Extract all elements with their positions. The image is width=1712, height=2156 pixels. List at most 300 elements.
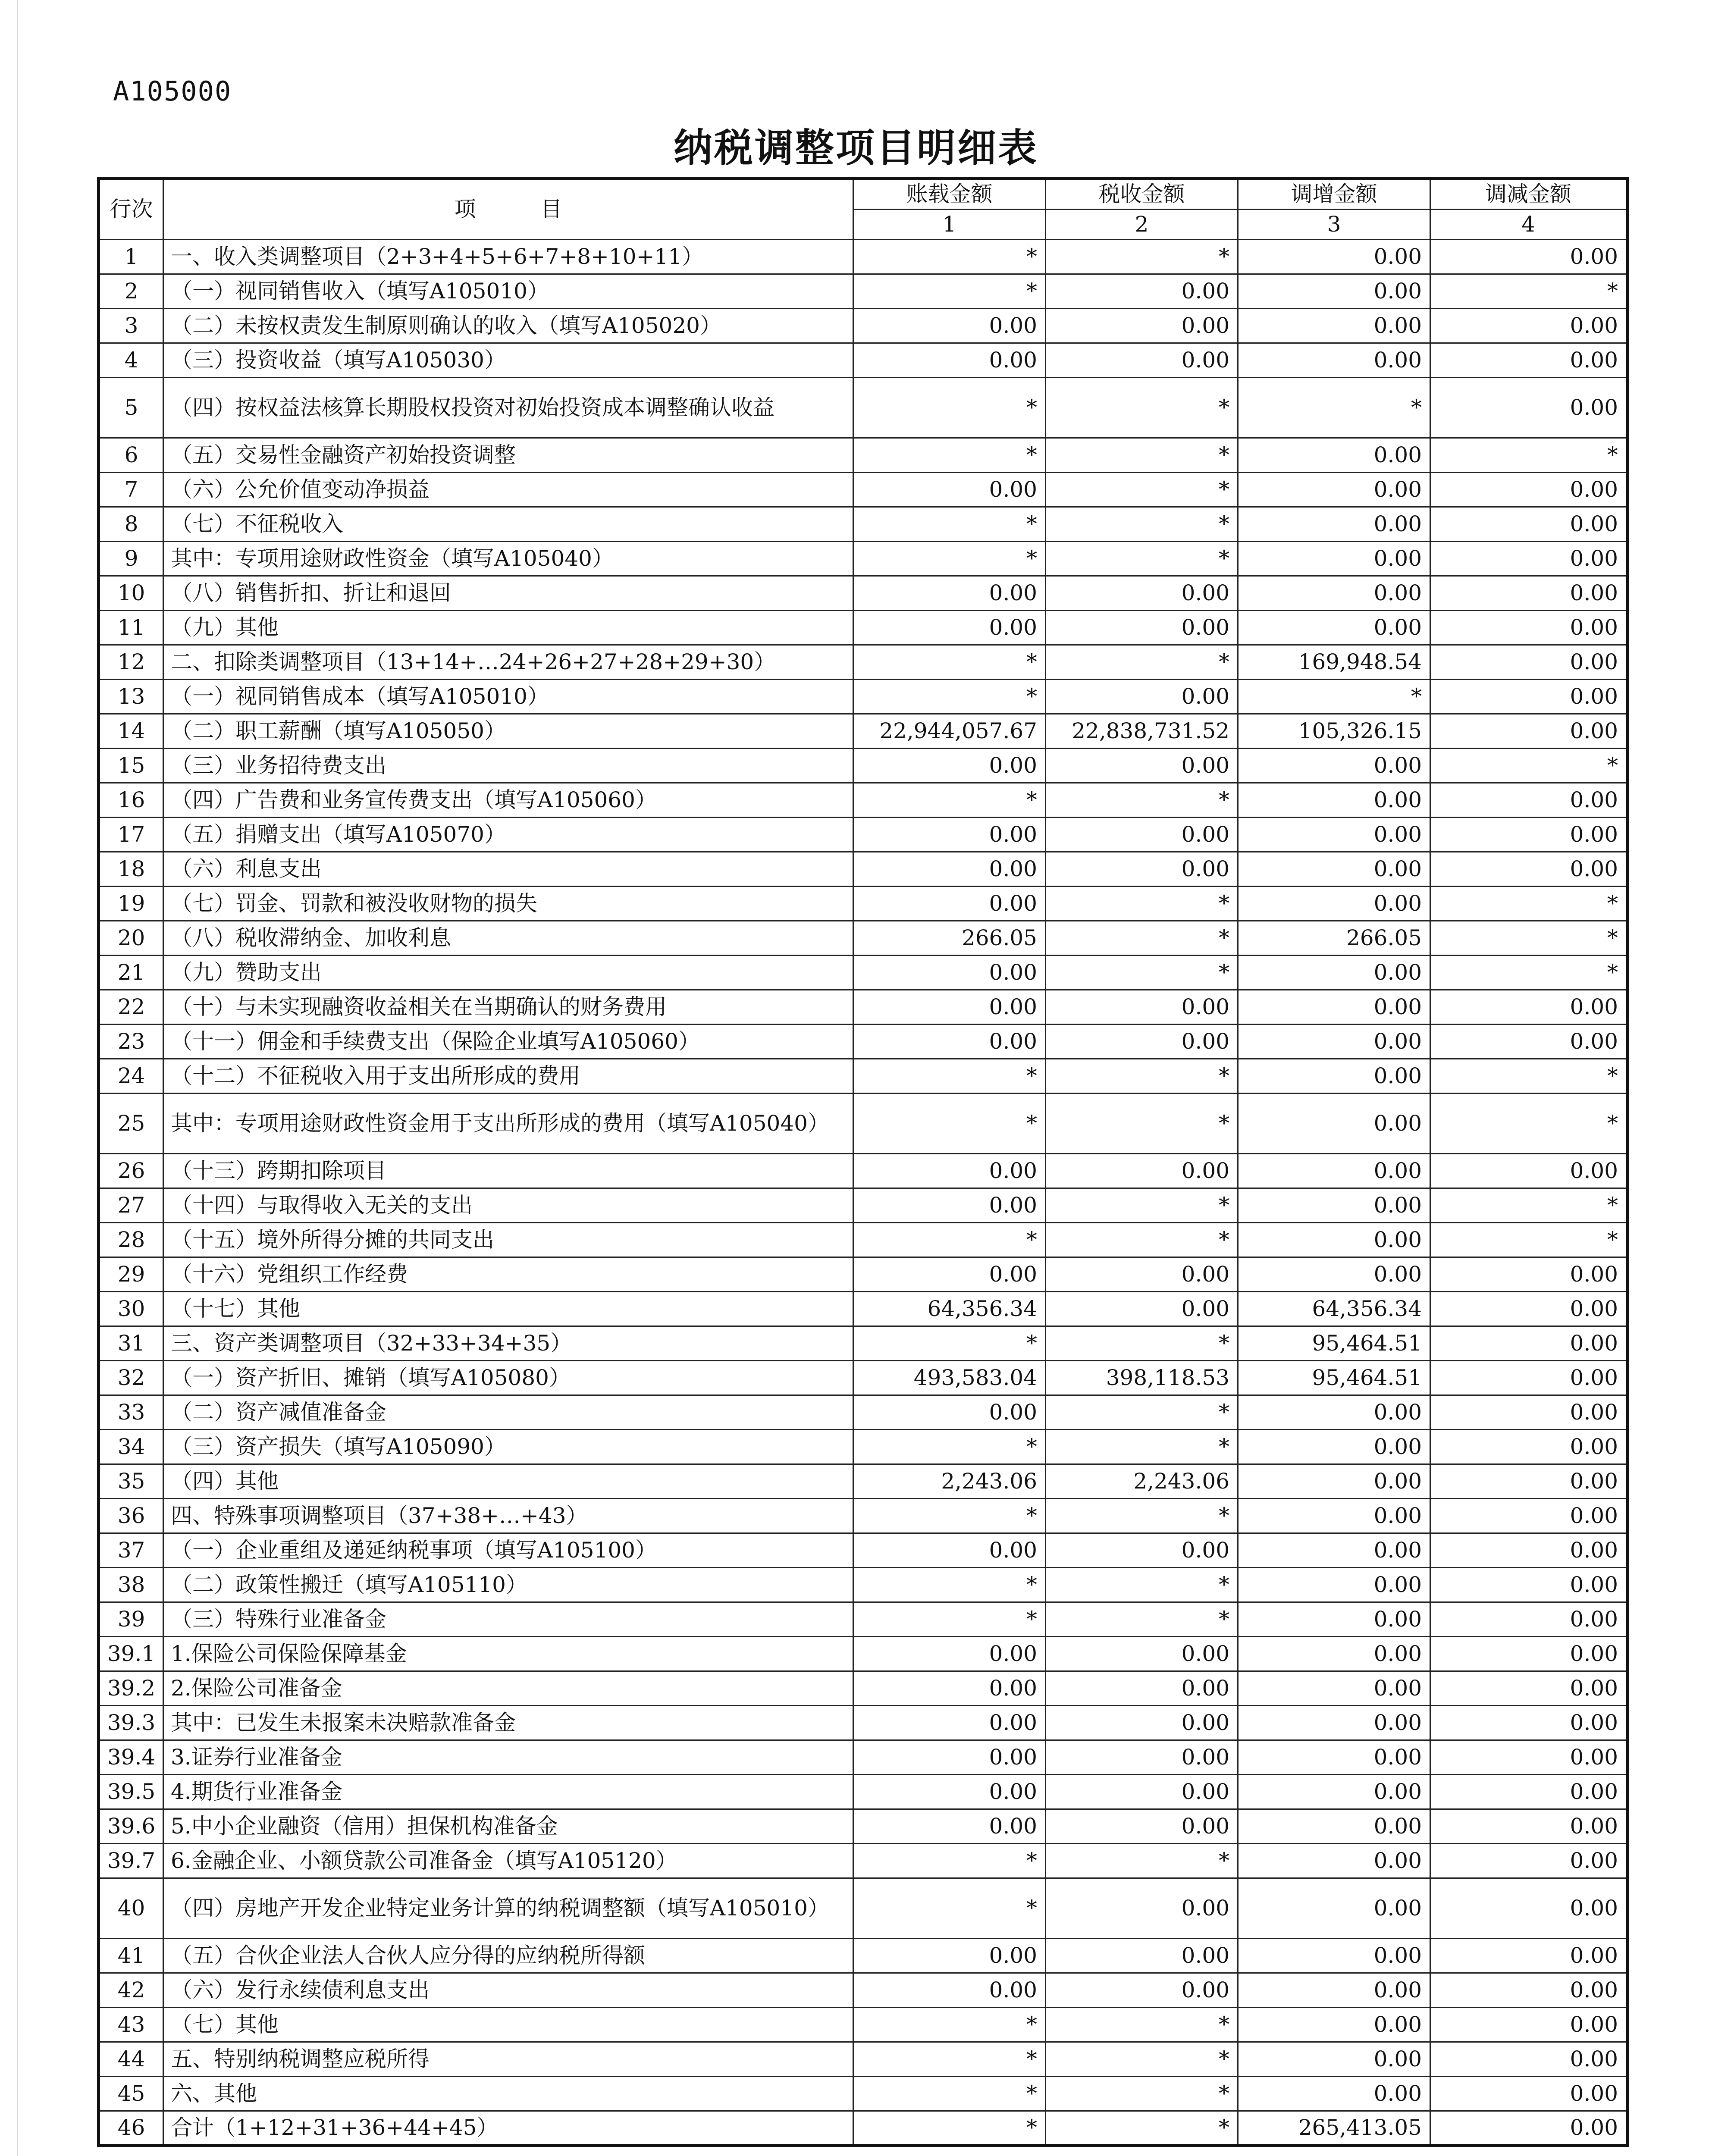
table-row — [99, 2077, 1627, 2111]
book-amount-cell: 0.00 — [853, 473, 1046, 507]
table-row — [99, 343, 1627, 378]
table-row — [99, 956, 1627, 990]
row-item-label: （三）特殊行业准备金 — [163, 1602, 853, 1637]
row-item-label: 6.金融企业、小额贷款公司准备金（填写A105120） — [163, 1844, 853, 1878]
book-amount-cell: 0.00 — [853, 990, 1046, 1025]
row-item-label: （四）房地产开发企业特定业务计算的纳税调整额（填写A105010） — [163, 1878, 853, 1939]
row-number: 39.6 — [99, 1809, 163, 1844]
row-item-label: （六）发行永续债利息支出 — [163, 1973, 853, 2008]
table-row — [99, 1878, 1627, 1939]
book-amount-cell: 493,583.04 — [853, 1361, 1046, 1395]
table-row — [99, 714, 1627, 749]
decrease-amount-cell: 0.00 — [1430, 309, 1627, 343]
tax-amount-cell: 22,838,731.52 — [1046, 714, 1238, 749]
book-amount-cell: 0.00 — [853, 309, 1046, 343]
tax-amount-cell: 0.00 — [1046, 1878, 1238, 1939]
increase-amount-cell: 0.00 — [1238, 1637, 1430, 1671]
table-row — [99, 1602, 1627, 1637]
row-item-label: （六）利息支出 — [163, 852, 853, 887]
decrease-amount-cell: 0.00 — [1430, 680, 1627, 714]
increase-amount-cell: 0.00 — [1238, 1499, 1430, 1533]
book-amount-cell: * — [853, 542, 1046, 576]
table-row — [99, 1568, 1627, 1602]
tax-amount-cell: * — [1046, 2008, 1238, 2042]
increase-amount-cell: 0.00 — [1238, 1602, 1430, 1637]
book-amount-cell: 0.00 — [853, 818, 1046, 852]
increase-amount-cell: 0.00 — [1238, 1154, 1430, 1188]
increase-amount-cell: 0.00 — [1238, 2077, 1430, 2111]
tax-amount-cell: * — [1046, 240, 1238, 274]
row-number: 12 — [99, 645, 163, 680]
tax-amount-cell: 0.00 — [1046, 274, 1238, 309]
row-number: 33 — [99, 1395, 163, 1430]
row-item-label: （一）企业重组及递延纳税事项（填写A105100） — [163, 1533, 853, 1568]
increase-amount-cell: 266.05 — [1238, 921, 1430, 956]
increase-amount-cell: * — [1238, 680, 1430, 714]
decrease-amount-cell: 0.00 — [1430, 507, 1627, 542]
decrease-amount-cell: 0.00 — [1430, 818, 1627, 852]
table-row — [99, 473, 1627, 507]
table-row — [99, 887, 1627, 921]
row-number: 5 — [99, 378, 163, 438]
table-row — [99, 1939, 1627, 1973]
tax-amount-cell: 0.00 — [1046, 1025, 1238, 1059]
row-number: 24 — [99, 1059, 163, 1094]
decrease-amount-cell: 0.00 — [1430, 1568, 1627, 1602]
row-number: 17 — [99, 818, 163, 852]
table-row — [99, 1326, 1627, 1361]
tax-amount-cell: * — [1046, 1430, 1238, 1464]
book-amount-cell: * — [853, 1568, 1046, 1602]
table-row — [99, 749, 1627, 783]
row-number: 39.3 — [99, 1706, 163, 1740]
increase-amount-cell: 0.00 — [1238, 1395, 1430, 1430]
table-row — [99, 1059, 1627, 1094]
decrease-amount-cell: 0.00 — [1430, 1464, 1627, 1499]
row-number: 44 — [99, 2042, 163, 2077]
increase-amount-cell: 0.00 — [1238, 956, 1430, 990]
row-number: 38 — [99, 1568, 163, 1602]
decrease-amount-cell: * — [1430, 1094, 1627, 1154]
decrease-amount-cell: 0.00 — [1430, 783, 1627, 818]
table-row — [99, 1533, 1627, 1568]
book-amount-cell: * — [853, 1223, 1046, 1257]
tax-amount-cell: * — [1046, 2042, 1238, 2077]
increase-amount-cell: 0.00 — [1238, 438, 1430, 473]
table-row — [99, 1223, 1627, 1257]
table-row — [99, 1430, 1627, 1464]
row-number: 6 — [99, 438, 163, 473]
header-item: 项 目 — [163, 179, 853, 240]
book-amount-cell: 2,243.06 — [853, 1464, 1046, 1499]
increase-amount-cell: 169,948.54 — [1238, 645, 1430, 680]
table-row — [99, 1292, 1627, 1326]
table-row — [99, 240, 1627, 274]
row-number: 19 — [99, 887, 163, 921]
row-number: 45 — [99, 2077, 163, 2111]
row-item-label: 其中：专项用途财政性资金用于支出所形成的费用（填写A105040） — [163, 1094, 853, 1154]
row-item-label: 2.保险公司准备金 — [163, 1671, 853, 1706]
tax-amount-cell: 0.00 — [1046, 576, 1238, 611]
row-number: 41 — [99, 1939, 163, 1973]
header-book-amount: 账载金额 — [853, 179, 1046, 210]
row-number: 1 — [99, 240, 163, 274]
increase-amount-cell: 64,356.34 — [1238, 1292, 1430, 1326]
table-row — [99, 852, 1627, 887]
row-item-label: 4.期货行业准备金 — [163, 1775, 853, 1809]
row-item-label: （八）销售折扣、折让和退回 — [163, 576, 853, 611]
row-number: 16 — [99, 783, 163, 818]
increase-amount-cell: 0.00 — [1238, 1430, 1430, 1464]
decrease-amount-cell: * — [1430, 1188, 1627, 1223]
row-item-label: （十五）境外所得分摊的共同支出 — [163, 1223, 853, 1257]
row-number: 39 — [99, 1602, 163, 1637]
tax-amount-cell: * — [1046, 1326, 1238, 1361]
decrease-amount-cell: 0.00 — [1430, 1326, 1627, 1361]
increase-amount-cell: 0.00 — [1238, 1671, 1430, 1706]
row-number: 9 — [99, 542, 163, 576]
row-item-label: （二）政策性搬迁（填写A105110） — [163, 1568, 853, 1602]
row-number: 39.5 — [99, 1775, 163, 1809]
row-number: 29 — [99, 1257, 163, 1292]
row-number: 20 — [99, 921, 163, 956]
table-row — [99, 1740, 1627, 1775]
book-amount-cell: 0.00 — [853, 1809, 1046, 1844]
row-item-label: （十四）与取得收入无关的支出 — [163, 1188, 853, 1223]
decrease-amount-cell: 0.00 — [1430, 1637, 1627, 1671]
row-number: 23 — [99, 1025, 163, 1059]
tax-amount-cell: 0.00 — [1046, 1154, 1238, 1188]
decrease-amount-cell: 0.00 — [1430, 378, 1627, 438]
increase-amount-cell: 0.00 — [1238, 1706, 1430, 1740]
increase-amount-cell: 0.00 — [1238, 1939, 1430, 1973]
row-number: 15 — [99, 749, 163, 783]
increase-amount-cell: 0.00 — [1238, 749, 1430, 783]
decrease-amount-cell: 0.00 — [1430, 1395, 1627, 1430]
header-increase-amount: 调增金额 — [1238, 179, 1430, 210]
increase-amount-cell: 0.00 — [1238, 1740, 1430, 1775]
book-amount-cell: 0.00 — [853, 1671, 1046, 1706]
row-item-label: （五）交易性金融资产初始投资调整 — [163, 438, 853, 473]
row-item-label: （五）捐赠支出（填写A105070） — [163, 818, 853, 852]
row-item-label: 合计（1+12+31+36+44+45） — [163, 2111, 853, 2146]
tax-amount-cell: 0.00 — [1046, 852, 1238, 887]
table-row — [99, 645, 1627, 680]
increase-amount-cell: 0.00 — [1238, 1809, 1430, 1844]
book-amount-cell: 0.00 — [853, 611, 1046, 645]
increase-amount-cell: 0.00 — [1238, 818, 1430, 852]
table-row — [99, 1395, 1627, 1430]
book-amount-cell: * — [853, 1878, 1046, 1939]
row-number: 14 — [99, 714, 163, 749]
tax-amount-cell: 0.00 — [1046, 990, 1238, 1025]
book-amount-cell: * — [853, 1430, 1046, 1464]
increase-amount-cell: 0.00 — [1238, 274, 1430, 309]
row-number: 40 — [99, 1878, 163, 1939]
tax-amount-cell: * — [1046, 1395, 1238, 1430]
book-amount-cell: * — [853, 645, 1046, 680]
decrease-amount-cell: 0.00 — [1430, 1671, 1627, 1706]
row-number: 3 — [99, 309, 163, 343]
increase-amount-cell: 0.00 — [1238, 309, 1430, 343]
row-item-label: （一）资产折旧、摊销（填写A105080） — [163, 1361, 853, 1395]
tax-amount-cell: 0.00 — [1046, 1939, 1238, 1973]
increase-amount-cell: 0.00 — [1238, 611, 1430, 645]
row-item-label: 5.中小企业融资（信用）担保机构准备金 — [163, 1809, 853, 1844]
row-item-label: （八）税收滞纳金、加收利息 — [163, 921, 853, 956]
tax-amount-cell: * — [1046, 1223, 1238, 1257]
table-row — [99, 1257, 1627, 1292]
header-row-no: 行次 — [99, 179, 163, 240]
row-item-label: （一）视同销售收入（填写A105010） — [163, 274, 853, 309]
increase-amount-cell: 0.00 — [1238, 1844, 1430, 1878]
row-item-label: （十一）佣金和手续费支出（保险企业填写A105060） — [163, 1025, 853, 1059]
table-row — [99, 1973, 1627, 2008]
table-row — [99, 1154, 1627, 1188]
book-amount-cell: 0.00 — [853, 956, 1046, 990]
table-body — [99, 240, 1627, 2146]
row-number: 27 — [99, 1188, 163, 1223]
row-number: 8 — [99, 507, 163, 542]
increase-amount-cell: 0.00 — [1238, 990, 1430, 1025]
tax-amount-cell: * — [1046, 473, 1238, 507]
book-amount-cell: 0.00 — [853, 1257, 1046, 1292]
table-row — [99, 1094, 1627, 1154]
decrease-amount-cell: 0.00 — [1430, 2111, 1627, 2146]
book-amount-cell: * — [853, 1602, 1046, 1637]
tax-amount-cell: * — [1046, 2111, 1238, 2146]
decrease-amount-cell: 0.00 — [1430, 852, 1627, 887]
tax-amount-cell: * — [1046, 542, 1238, 576]
tax-amount-cell: 398,118.53 — [1046, 1361, 1238, 1395]
table-row — [99, 1844, 1627, 1878]
book-amount-cell: 0.00 — [853, 1706, 1046, 1740]
book-amount-cell: * — [853, 680, 1046, 714]
tax-amount-cell: * — [1046, 921, 1238, 956]
increase-amount-cell: 0.00 — [1238, 1059, 1430, 1094]
decrease-amount-cell: 0.00 — [1430, 240, 1627, 274]
tax-amount-cell: 0.00 — [1046, 1533, 1238, 1568]
table-row — [99, 542, 1627, 576]
form-code: A105000 — [113, 75, 232, 107]
decrease-amount-cell: * — [1430, 749, 1627, 783]
tax-amount-cell: * — [1046, 507, 1238, 542]
row-number: 36 — [99, 1499, 163, 1533]
book-amount-cell: * — [853, 2077, 1046, 2111]
row-item-label: （九）赞助支出 — [163, 956, 853, 990]
book-amount-cell: * — [853, 2042, 1046, 2077]
decrease-amount-cell: 0.00 — [1430, 343, 1627, 378]
row-item-label: （三）业务招待费支出 — [163, 749, 853, 783]
tax-adjustment-table — [97, 177, 1629, 2147]
book-amount-cell: * — [853, 2008, 1046, 2042]
table-row — [99, 1706, 1627, 1740]
row-number: 39.4 — [99, 1740, 163, 1775]
table-row — [99, 990, 1627, 1025]
table-row — [99, 921, 1627, 956]
increase-amount-cell: 95,464.51 — [1238, 1361, 1430, 1395]
tax-amount-cell: 0.00 — [1046, 309, 1238, 343]
table-row — [99, 507, 1627, 542]
row-item-label: 1.保险公司保险保障基金 — [163, 1637, 853, 1671]
book-amount-cell: * — [853, 507, 1046, 542]
row-item-label: （九）其他 — [163, 611, 853, 645]
decrease-amount-cell: 0.00 — [1430, 1499, 1627, 1533]
decrease-amount-cell: * — [1430, 1223, 1627, 1257]
decrease-amount-cell: * — [1430, 956, 1627, 990]
row-number: 28 — [99, 1223, 163, 1257]
row-number: 30 — [99, 1292, 163, 1326]
row-item-label: （六）公允价值变动净损益 — [163, 473, 853, 507]
table-row — [99, 1775, 1627, 1809]
row-number: 7 — [99, 473, 163, 507]
decrease-amount-cell: 0.00 — [1430, 1844, 1627, 1878]
increase-amount-cell: 0.00 — [1238, 507, 1430, 542]
decrease-amount-cell: 0.00 — [1430, 1939, 1627, 1973]
row-number: 22 — [99, 990, 163, 1025]
decrease-amount-cell: 0.00 — [1430, 1154, 1627, 1188]
decrease-amount-cell: 0.00 — [1430, 1973, 1627, 2008]
tax-amount-cell: 0.00 — [1046, 1973, 1238, 2008]
row-item-label: （二）未按权责发生制原则确认的收入（填写A105020） — [163, 309, 853, 343]
book-amount-cell: 0.00 — [853, 887, 1046, 921]
row-number: 39.7 — [99, 1844, 163, 1878]
table-row — [99, 576, 1627, 611]
decrease-amount-cell: 0.00 — [1430, 1775, 1627, 1809]
increase-amount-cell: 265,413.05 — [1238, 2111, 1430, 2146]
table-row — [99, 2008, 1627, 2042]
increase-amount-cell: 0.00 — [1238, 1568, 1430, 1602]
table-row — [99, 611, 1627, 645]
increase-amount-cell: 0.00 — [1238, 783, 1430, 818]
decrease-amount-cell: 0.00 — [1430, 576, 1627, 611]
decrease-amount-cell: * — [1430, 438, 1627, 473]
row-item-label: （四）按权益法核算长期股权投资对初始投资成本调整确认收益 — [163, 378, 853, 438]
decrease-amount-cell: 0.00 — [1430, 1257, 1627, 1292]
table-row — [99, 783, 1627, 818]
row-number: 37 — [99, 1533, 163, 1568]
row-number: 31 — [99, 1326, 163, 1361]
row-item-label: （三）投资收益（填写A105030） — [163, 343, 853, 378]
row-item-label: 其中：专项用途财政性资金（填写A105040） — [163, 542, 853, 576]
book-amount-cell: * — [853, 240, 1046, 274]
row-item-label: （十）与未实现融资收益相关在当期确认的财务费用 — [163, 990, 853, 1025]
tax-amount-cell: * — [1046, 645, 1238, 680]
tax-amount-cell: * — [1046, 378, 1238, 438]
row-item-label: 五、特别纳税调整应税所得 — [163, 2042, 853, 2077]
row-number: 18 — [99, 852, 163, 887]
row-item-label: （一）视同销售成本（填写A105010） — [163, 680, 853, 714]
book-amount-cell: 0.00 — [853, 1025, 1046, 1059]
increase-amount-cell: 0.00 — [1238, 1878, 1430, 1939]
table-row — [99, 818, 1627, 852]
tax-amount-cell: 2,243.06 — [1046, 1464, 1238, 1499]
decrease-amount-cell: 0.00 — [1430, 2008, 1627, 2042]
row-item-label: （五）合伙企业法人合伙人应分得的应纳税所得额 — [163, 1939, 853, 1973]
tax-amount-cell: 0.00 — [1046, 1775, 1238, 1809]
table-row — [99, 2042, 1627, 2077]
row-number: 34 — [99, 1430, 163, 1464]
row-item-label: （二）职工薪酬（填写A105050） — [163, 714, 853, 749]
increase-amount-cell: 105,326.15 — [1238, 714, 1430, 749]
table-row — [99, 2111, 1627, 2146]
header-col-index: 3 — [1238, 210, 1430, 240]
row-number: 26 — [99, 1154, 163, 1188]
book-amount-cell: 0.00 — [853, 1188, 1046, 1223]
book-amount-cell: 0.00 — [853, 1533, 1046, 1568]
increase-amount-cell: 0.00 — [1238, 343, 1430, 378]
row-item-label: 三、资产类调整项目（32+33+34+35） — [163, 1326, 853, 1361]
decrease-amount-cell: * — [1430, 1059, 1627, 1094]
tax-amount-cell: * — [1046, 1602, 1238, 1637]
decrease-amount-cell: 0.00 — [1430, 1025, 1627, 1059]
row-item-label: （十三）跨期扣除项目 — [163, 1154, 853, 1188]
increase-amount-cell: 0.00 — [1238, 542, 1430, 576]
book-amount-cell: 0.00 — [853, 852, 1046, 887]
book-amount-cell: 0.00 — [853, 343, 1046, 378]
increase-amount-cell: 0.00 — [1238, 240, 1430, 274]
table-row — [99, 1499, 1627, 1533]
book-amount-cell: * — [853, 438, 1046, 473]
decrease-amount-cell: 0.00 — [1430, 1878, 1627, 1939]
row-number: 32 — [99, 1361, 163, 1395]
tax-amount-cell: * — [1046, 1499, 1238, 1533]
decrease-amount-cell: * — [1430, 887, 1627, 921]
table-row — [99, 1188, 1627, 1223]
row-number: 39.2 — [99, 1671, 163, 1706]
table-row — [99, 1464, 1627, 1499]
decrease-amount-cell: 0.00 — [1430, 1706, 1627, 1740]
decrease-amount-cell: 0.00 — [1430, 714, 1627, 749]
tax-amount-cell: 0.00 — [1046, 1637, 1238, 1671]
tax-amount-cell: * — [1046, 783, 1238, 818]
tax-amount-cell: * — [1046, 1094, 1238, 1154]
row-number: 2 — [99, 274, 163, 309]
decrease-amount-cell: 0.00 — [1430, 1602, 1627, 1637]
tax-amount-cell: 0.00 — [1046, 818, 1238, 852]
tax-amount-cell: 0.00 — [1046, 1740, 1238, 1775]
row-item-label: （十六）党组织工作经费 — [163, 1257, 853, 1292]
book-amount-cell: * — [853, 1059, 1046, 1094]
table-row — [99, 1361, 1627, 1395]
row-item-label: 一、收入类调整项目（2+3+4+5+6+7+8+10+11） — [163, 240, 853, 274]
book-amount-cell: 64,356.34 — [853, 1292, 1046, 1326]
row-number: 43 — [99, 2008, 163, 2042]
row-item-label: （三）资产损失（填写A105090） — [163, 1430, 853, 1464]
increase-amount-cell: 0.00 — [1238, 852, 1430, 887]
decrease-amount-cell: 0.00 — [1430, 2077, 1627, 2111]
book-amount-cell: * — [853, 783, 1046, 818]
row-item-label: （二）资产减值准备金 — [163, 1395, 853, 1430]
row-item-label: （十七）其他 — [163, 1292, 853, 1326]
row-number: 4 — [99, 343, 163, 378]
tax-amount-cell: 0.00 — [1046, 1706, 1238, 1740]
header-col-index: 1 — [853, 210, 1046, 240]
book-amount-cell: 0.00 — [853, 1395, 1046, 1430]
book-amount-cell: 0.00 — [853, 1154, 1046, 1188]
tax-amount-cell: * — [1046, 438, 1238, 473]
increase-amount-cell: * — [1238, 378, 1430, 438]
row-number: 13 — [99, 680, 163, 714]
row-item-label: （七）不征税收入 — [163, 507, 853, 542]
row-item-label: 3.证券行业准备金 — [163, 1740, 853, 1775]
decrease-amount-cell: 0.00 — [1430, 1533, 1627, 1568]
row-item-label: 六、其他 — [163, 2077, 853, 2111]
decrease-amount-cell: 0.00 — [1430, 1361, 1627, 1395]
increase-amount-cell: 0.00 — [1238, 1188, 1430, 1223]
book-amount-cell: * — [853, 1094, 1046, 1154]
decrease-amount-cell: 0.00 — [1430, 990, 1627, 1025]
